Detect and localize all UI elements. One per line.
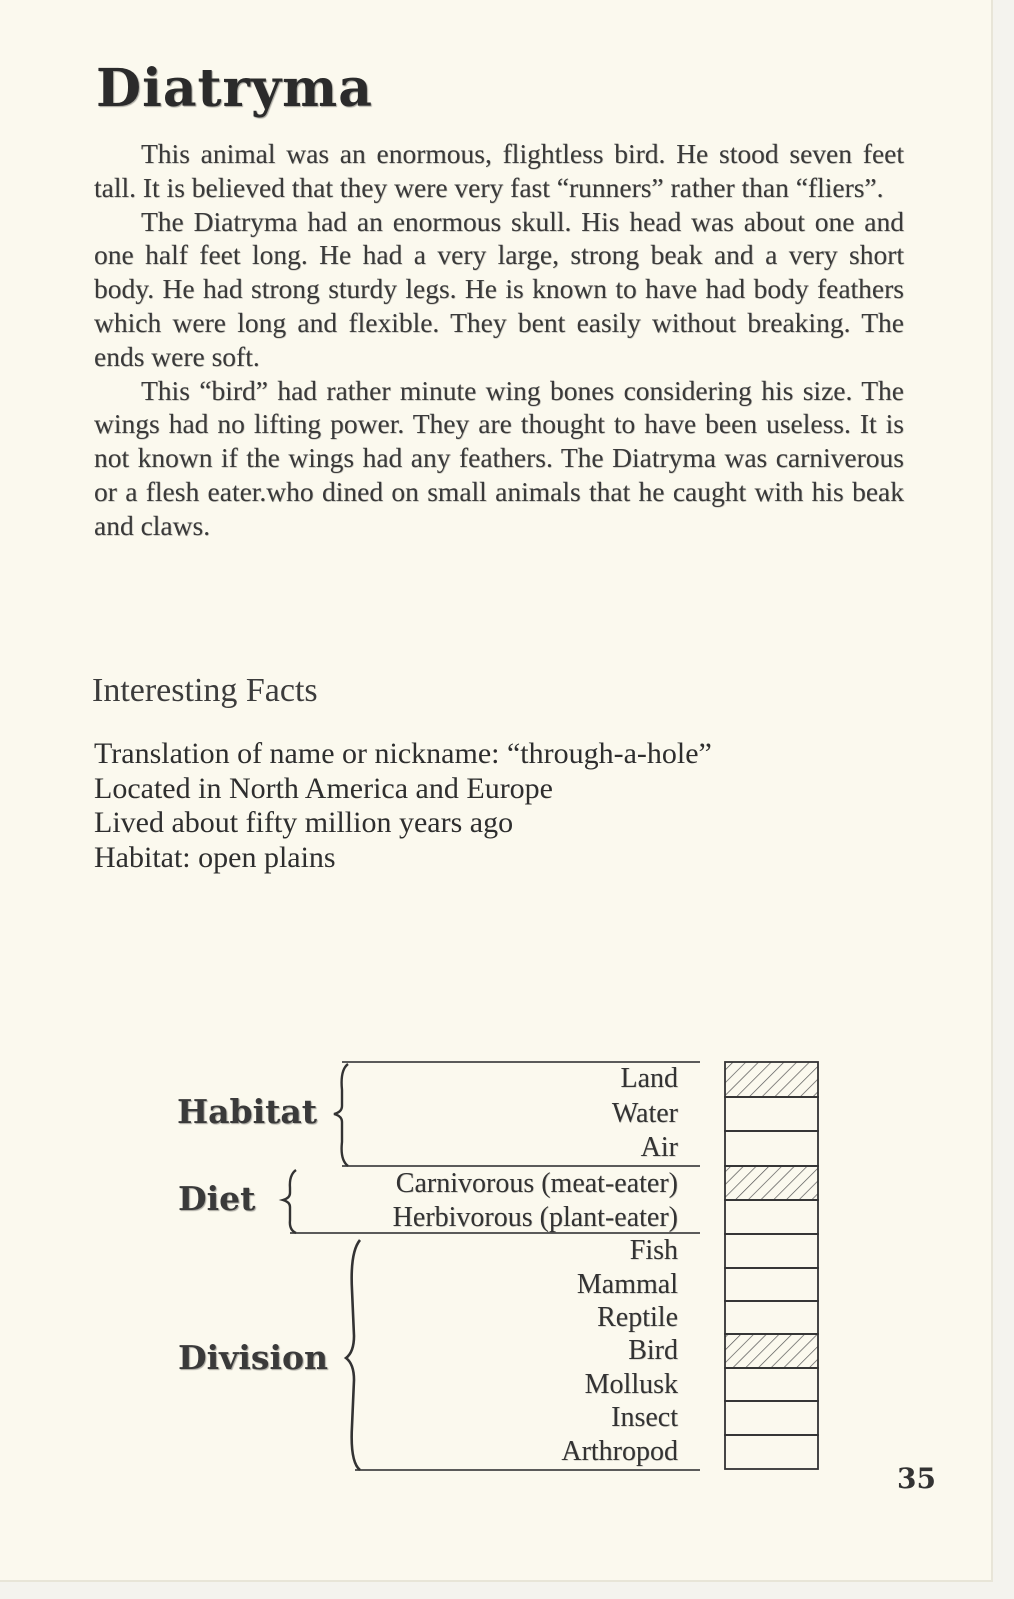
checkbox-cell-reptile — [725, 1301, 818, 1334]
row-label-bird: Bird — [628, 1335, 678, 1366]
page-number: 35 — [897, 1462, 936, 1495]
row-label-land: Land — [620, 1063, 678, 1094]
page-title: Diatryma — [96, 58, 373, 119]
fact-item: Located in North America and Europe — [94, 771, 553, 805]
row-label-mammal: Mammal — [576, 1269, 678, 1300]
row-label-water: Water — [611, 1098, 678, 1129]
paragraph-2: The Diatryma had an enormous skull. His head was about one and one half feet long. He had a very large, strong beak and a very short body. He had strong sturdy legs. He is known to have had body feathers which were long and flexible. They bent easily without breaking. The ends were soft. — [94, 205, 904, 372]
checkbox-column — [725, 1062, 818, 1469]
row-label-arthropod: Arthropod — [561, 1436, 678, 1467]
checkbox-cell-mammal — [725, 1268, 818, 1301]
fact-item: Lived about fifty million years ago — [94, 806, 514, 840]
division-brace — [346, 1240, 360, 1470]
row-label-mollusk: Mollusk — [584, 1369, 678, 1400]
checkbox-cell-mollusk — [725, 1368, 818, 1401]
checkbox-cell-herbivorous — [725, 1200, 818, 1234]
row-label-carnivorous: Carnivorous (meat-eater) — [395, 1168, 678, 1199]
row-label-air: Air — [640, 1132, 678, 1163]
checkbox-cell-fish — [725, 1234, 818, 1268]
paragraph-1: This animal was an enormous, flightless bird. He stood seven feet tall. It is believed that they were very fast “runners” rather than “fliers”. — [94, 138, 904, 203]
paragraph-3: This “bird” had rather minute wing bones considering his size. The wings had no lifting power. They are thought to have been useless. It is not known if the wings had any feathers. The Diatryma was carniverous or a flesh eater.who dined on small animals that he caught with his beak and claws. — [94, 374, 904, 541]
checkbox-cell-water — [725, 1097, 818, 1131]
checkbox-cell-carnivorous — [725, 1166, 818, 1200]
checkbox-cell-land — [725, 1062, 818, 1097]
checkbox-cell-arthropod — [725, 1435, 818, 1469]
row-label-reptile: Reptile — [597, 1302, 678, 1333]
habitat-group-label: Habitat — [177, 1092, 318, 1131]
row-label-insect: Insect — [611, 1402, 678, 1433]
checkbox-cell-bird — [725, 1334, 818, 1368]
diet-group-label: Diet — [178, 1179, 256, 1218]
row-label-fish: Fish — [629, 1235, 678, 1266]
checkbox-cell-air — [725, 1131, 818, 1166]
diet-brace — [283, 1170, 296, 1233]
division-group-label: Division — [178, 1338, 328, 1377]
fact-item: Habitat: open plains — [94, 840, 336, 874]
row-label-herbivorous: Herbivorous (plant-eater) — [392, 1202, 678, 1233]
fact-item: Translation of name or nickname: “through-a-hole” — [94, 737, 712, 770]
facts-heading: Interesting Facts — [92, 672, 318, 709]
checkbox-cell-insect — [725, 1401, 818, 1435]
habitat-brace — [334, 1064, 348, 1166]
